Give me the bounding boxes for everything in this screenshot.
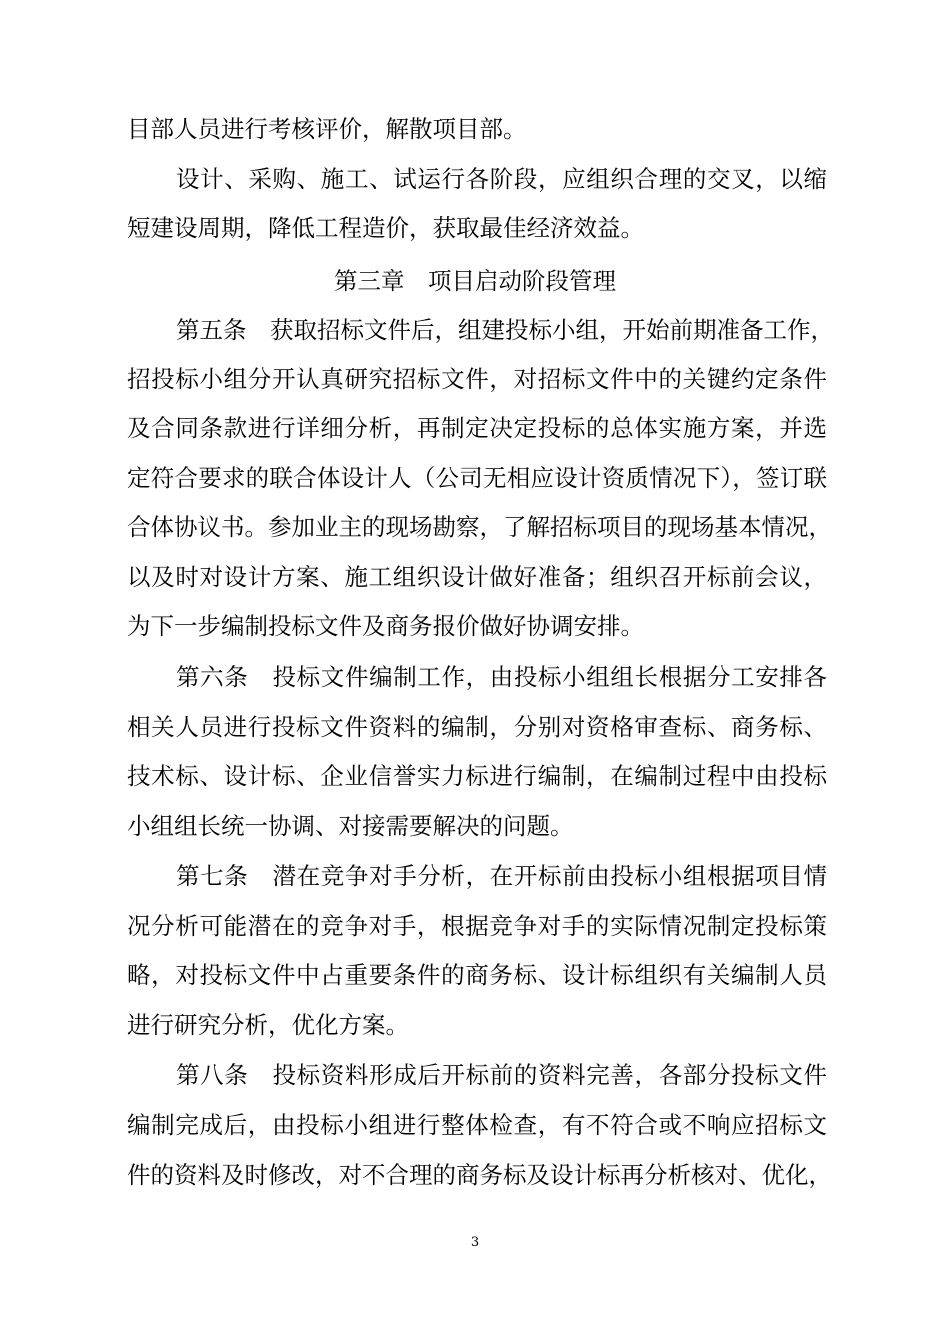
- article-line: 编制完成后，由投标小组进行整体检查，有不符合或不响应招标文: [127, 1111, 827, 1139]
- paragraph-line: 设计、采购、施工、试运行各阶段，应组织合理的交叉，以缩: [176, 165, 827, 193]
- chapter-heading: 第三章 项目启动阶段管理: [334, 267, 616, 295]
- article-line: 招投标小组分开认真研究招标文件，对招标文件中的关键约定条件: [127, 365, 827, 393]
- article-line: 略，对投标文件中占重要条件的商务标、设计标组织有关编制人员: [127, 961, 827, 989]
- article-line: 第八条 投标资料形成后开标前的资料完善，各部分投标文件: [176, 1061, 827, 1089]
- article-line: 小组组长统一协调、对接需要解决的问题。: [127, 812, 574, 840]
- page-number: 3: [470, 1235, 480, 1250]
- article-line: 及合同条款进行详细分析，再制定决定投标的总体实施方案，并选: [127, 414, 827, 442]
- article-line: 为下一步编制投标文件及商务报价做好协调安排。: [127, 612, 644, 640]
- paragraph-line: 短建设周期，降低工程造价，获取最佳经济效益。: [127, 214, 644, 242]
- article-line: 合体协议书。参加业主的现场勘察，了解招标项目的现场基本情况，: [127, 513, 832, 541]
- article-line: 以及时对设计方案、施工组织设计做好准备；组织召开标前会议，: [127, 563, 827, 591]
- article-line: 第六条 投标文件编制工作，由投标小组组长根据分工安排各: [176, 663, 827, 691]
- article-line: 件的资料及时修改，对不合理的商务标及设计标再分析核对、优化，: [127, 1161, 832, 1189]
- article-line: 第五条 获取招标文件后，组建投标小组，开始前期准备工作，: [176, 316, 834, 344]
- article-line: 相关人员进行投标文件资料的编制，分别对资格审查标、商务标、: [127, 713, 827, 741]
- article-line: 定符合要求的联合体设计人（公司无相应设计资质情况下），签订联: [127, 464, 827, 492]
- article-line: 技术标、设计标、企业信誉实力标进行编制，在编制过程中由投标: [127, 762, 827, 790]
- paragraph-line: 目部人员进行考核评价，解散项目部。: [127, 115, 527, 143]
- article-line: 进行研究分析，优化方案。: [127, 1011, 409, 1039]
- article-line: 况分析可能潜在的竞争对手，根据竞争对手的实际情况制定投标策: [127, 912, 827, 940]
- article-line: 第七条 潜在竞争对手分析，在开标前由投标小组根据项目情: [176, 862, 827, 890]
